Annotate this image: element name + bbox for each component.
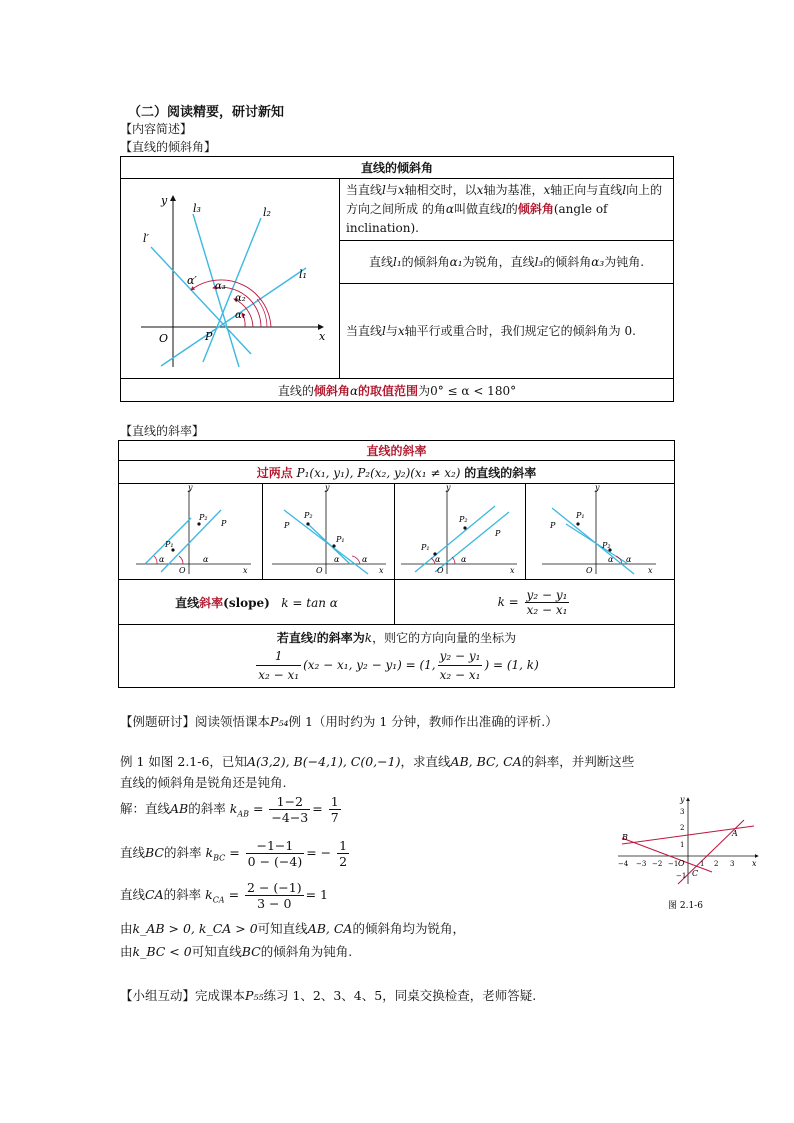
mini-p2: P₂ (198, 513, 208, 522)
frac-num: y₂ − y₁ (526, 587, 568, 602)
example-line-1 (120, 752, 634, 770)
inclination-definition (340, 179, 674, 241)
conclusion-2 (120, 942, 352, 960)
fig2-tick-x: 3 (730, 860, 735, 868)
var-k: k (364, 630, 373, 645)
var-x: x (397, 323, 405, 338)
sub-ca: CA (212, 895, 225, 905)
frac-num: 1 (330, 794, 339, 809)
var-x: x (476, 183, 484, 197)
section-title: （二）阅读精要，研讨新知 (128, 105, 285, 120)
slope-case-2 (263, 484, 395, 580)
mini-o: O (586, 566, 593, 575)
frac-den: 0 − (−4) (247, 854, 303, 869)
frac-den: 2 (339, 854, 348, 869)
mini-o: O (437, 566, 444, 575)
text-seg: 直线 (120, 887, 146, 902)
direction-formula (123, 647, 670, 684)
var-alpha: α (445, 202, 454, 216)
slope-formula (395, 580, 675, 625)
mini-alpha: α (435, 555, 441, 564)
text-seg: 若直线 (276, 630, 313, 645)
text-seg: 直线 (368, 254, 393, 269)
fig1-a3-label: α₃ (215, 281, 226, 292)
frac-num: 1 (274, 648, 283, 663)
example-study-line (120, 712, 558, 730)
text-seg: 由 (120, 921, 133, 936)
text-seg: (angle of inclination). (346, 202, 608, 235)
fig1-a2-label: α₂ (235, 293, 246, 304)
fig1-a1-label: α₁ (235, 310, 246, 321)
fig1-y-label: y (161, 194, 168, 207)
fig1-l-prime-label: l′ (143, 232, 150, 245)
var-a1: α₁ (449, 254, 463, 269)
frac-bc-result (337, 838, 349, 869)
text-seg: 轴为基准， (483, 183, 544, 197)
text-seg: 的斜率 (163, 887, 202, 902)
mini-p2: P₂ (303, 511, 313, 520)
concl1-lines: AB, CA (307, 921, 353, 936)
fig2-tick-x: −4 (618, 860, 629, 868)
frac-den: 3 − 0 (245, 895, 304, 911)
text-seg: = − (306, 845, 332, 860)
figure-2-1-6 (612, 792, 762, 914)
text-seg: = 1 (305, 887, 328, 902)
frac-num: y₂ − y₁ (439, 648, 481, 663)
var-a3: α₃ (591, 254, 605, 269)
fig2-tick-y: −1 (676, 872, 687, 880)
mini-p1: P₁ (335, 535, 345, 544)
dir-fraction (256, 647, 301, 684)
var-alpha: α (349, 383, 359, 398)
example-study-label: 【例题研讨】 (120, 714, 196, 729)
text-seg: 的倾斜角为钝角. (260, 944, 353, 959)
var-l1: l₁ (392, 254, 402, 269)
mini-y: y (595, 484, 600, 492)
text-seg: 的 (505, 202, 518, 216)
frac-num: −1−1 (256, 838, 294, 853)
direction-text (123, 629, 670, 647)
var-l: l (382, 323, 386, 338)
text-seg: ，则它的方向向量的坐标为 (372, 630, 517, 645)
var-x: x (543, 183, 551, 197)
fig2-y: y (680, 795, 685, 804)
mini-x: x (242, 566, 248, 575)
example-lines: AB, BC, CA (450, 754, 522, 769)
var-k: k (205, 887, 213, 902)
slope-table-header: 直线的斜率 (119, 441, 675, 461)
mini-x: x (510, 566, 515, 575)
frac-num: 1−2 (276, 794, 304, 809)
text-seg: 为钝角. (604, 254, 645, 269)
fig1-l1-label: l₁ (299, 268, 307, 281)
slope-figure-3 (395, 484, 525, 576)
slope-table (118, 440, 675, 688)
fig1-origin-label: O (159, 332, 169, 345)
text-seg: 的直线的斜率 (464, 465, 537, 480)
text-seg: 可知直线 (257, 921, 308, 936)
solution-bc: 直线BC的斜率 $k_{BC}$ = $\frac{-1-1}{0 - (-4)}$ = − $\frac{1}{2}$ (120, 838, 348, 869)
mini-p: P (550, 521, 556, 530)
term-inclination: 倾斜角 (517, 202, 554, 216)
var-x: x (397, 183, 405, 197)
slope-case-1 (119, 484, 263, 580)
text-seg: 轴正向与直线 (550, 183, 623, 197)
text-seg: 完成课本 (195, 988, 246, 1003)
term-range: 的取值范围 (358, 383, 419, 398)
text-seg: 解：直线 (120, 801, 171, 816)
slope-tan-formula: k = tan α (281, 595, 338, 610)
mini-p1: P₁ (164, 540, 174, 549)
example-points: A(3,2), B(−4,1), C(0,−1) (246, 754, 401, 769)
dir-fraction-2 (438, 647, 483, 684)
text-seg: 例 1 如图 2.1-6，已知 (120, 754, 247, 769)
text-seg: 的倾斜角 (543, 254, 592, 269)
text-seg: 的倾斜角均为锐角， (352, 921, 465, 936)
dir-tail: ) = (1, k) (484, 657, 539, 672)
frac-den: 7 (330, 810, 339, 825)
frac-ab-result (329, 794, 341, 825)
mini-x: x (378, 566, 384, 575)
mini-p: P (220, 519, 226, 528)
sub-bc: BC (213, 853, 226, 863)
mini-p1: P₁ (576, 511, 585, 520)
text-seg: 可知直线 (191, 944, 242, 959)
text-seg: ，求直线 (400, 754, 451, 769)
mini-p1: P₁ (421, 543, 430, 552)
page-ref: P₅₅ (245, 988, 264, 1003)
mini-alpha: α (361, 555, 367, 564)
text-seg: 当直线 (346, 183, 383, 197)
text-seg: 直线 (175, 595, 200, 610)
term-inclination: 倾斜角 (313, 383, 350, 398)
fig2-tick-x: 1 (700, 860, 705, 868)
line-l1 (161, 268, 306, 366)
var-l3: l₃ (534, 254, 544, 269)
frac-den: x₂ − x₁ (525, 602, 570, 617)
text-seg: 直线 (120, 845, 146, 860)
text-seg: 的斜率为 (316, 630, 365, 645)
fig2-tick-x: −3 (636, 860, 647, 868)
solution-ca: 直线CA的斜率 $k_{CA}$ = $\frac{2 - (-1)}{3 - 0}$ = 1 (120, 880, 328, 911)
frac-num: 1 (339, 838, 348, 853)
frac-num: 2 − (−1) (247, 880, 302, 895)
mini-o: O (315, 566, 323, 575)
frac-bc (246, 838, 305, 869)
text-seg: 轴相交时，以 (404, 183, 477, 197)
term-slope: 斜率 (199, 595, 224, 610)
conclusion-1 (120, 919, 465, 937)
inclination-label: 【直线的倾斜角】 (120, 140, 217, 154)
concl1-math: k_AB > 0, k_CA > 0 (132, 921, 258, 936)
fig2-o: O (678, 859, 685, 868)
var-k: k (229, 801, 238, 816)
text-seg: 与 (385, 183, 398, 197)
group-label: 【小组互动】 (120, 988, 196, 1003)
text-seg: 当直线 (346, 323, 383, 338)
mini-y: y (446, 484, 451, 492)
fig1-x-label: x (319, 330, 326, 343)
mini-x: x (648, 566, 653, 575)
text-seg: 的倾斜角 (401, 254, 450, 269)
var-l: l (382, 183, 386, 197)
mini-p2: P₂ (602, 541, 611, 550)
fig1-a-prime-label: α′ (187, 274, 197, 287)
slope-case-4 (526, 484, 675, 580)
text-seg: 的斜率 (164, 845, 202, 860)
sub-ab: AB (237, 809, 249, 819)
frac-den: x₂ − x₁ (438, 665, 483, 684)
fig2-tick-x: 2 (714, 860, 719, 868)
var-l: l (312, 630, 317, 645)
slope-figure-4 (536, 484, 664, 576)
fig2-tick-y: 2 (680, 824, 685, 832)
inclination-table-header: 直线的倾斜角 (121, 157, 674, 179)
fig1-p-label: P (205, 330, 213, 343)
slope-figure-1 (121, 484, 261, 576)
fig1-l3-label: l₃ (193, 202, 201, 215)
inclination-figure-cell (121, 179, 340, 379)
frac-ab (269, 794, 310, 825)
direction-vector (119, 625, 675, 688)
mini-alpha: α (202, 555, 208, 564)
frac-den: −4−3 (271, 810, 309, 825)
text-seg: 由 (120, 944, 133, 959)
var-k: k (205, 845, 214, 860)
page-ref: P₅₄ (270, 714, 289, 729)
text-seg: 阅读领悟课本 (195, 714, 271, 729)
range-formula: 0° ≤ α < 180° (430, 383, 517, 398)
frac-ca (245, 880, 304, 911)
mini-p2: P₂ (459, 515, 468, 524)
fig2-a: A (732, 829, 738, 838)
text-seg: 轴平行或重合时，我们规定它的倾斜角为 0. (404, 323, 636, 338)
var-bc: BC (145, 845, 164, 860)
concl2-math: k_BC < 0 (132, 944, 192, 959)
text-seg: 向上的方向之间所成 的角 (346, 183, 663, 216)
example-line-2: 直线的倾斜角是锐角还是钝角. (120, 775, 287, 790)
text-seg: 的斜率 (188, 801, 226, 816)
slope-definition (119, 580, 395, 625)
content-summary-label: 【内容简述】 (120, 122, 193, 136)
inclination-table (120, 156, 674, 402)
text-seg: 叫做直线 (453, 202, 502, 216)
mini-alpha: α (333, 555, 339, 564)
mini-alpha: α (461, 555, 467, 564)
text-seg: 练习 1、2、3、4、5，同桌交换检查，老师答疑. (263, 988, 537, 1003)
text-seg: 与 (385, 323, 398, 338)
slope-label: 【直线的斜率】 (120, 424, 205, 438)
mini-y: y (324, 484, 330, 492)
dir-vector: (x₂ − x₁, y₂ − y₁) = (1, (303, 657, 436, 672)
text-seg: 例 1（用时约为 1 分钟，教师作出准确的评析.） (288, 714, 558, 729)
text-seg: 为 (418, 383, 431, 398)
text-seg: (slope) (223, 595, 270, 610)
slope-table-subheader (119, 461, 675, 484)
mini-p: P (495, 529, 501, 538)
text-seg: 的斜率，并判断这些 (521, 754, 635, 769)
fig2-tick-y: 3 (680, 808, 685, 816)
var-ca: CA (145, 887, 164, 902)
inclination-acute-obtuse (340, 241, 674, 284)
mini-alpha: α (626, 555, 632, 564)
fig2-tick-x: −1 (668, 860, 679, 868)
mini-o: O (178, 566, 186, 575)
fig2-caption: 图 2.1-6 (668, 901, 703, 911)
inclination-figure (121, 182, 339, 372)
fig2-c: C (692, 869, 699, 878)
fig1-l2-label: l₂ (263, 206, 271, 219)
solution-ab: 解：直线AB的斜率 $k_{AB}$ = $\frac{1-2}{-4-3}$ = $\frac{1}{7}$ (120, 794, 339, 825)
concl2-lines: BC (241, 944, 261, 959)
var-l: l (501, 202, 506, 216)
slope-figure-2 (264, 484, 394, 576)
inclination-zero-case (340, 284, 674, 379)
formula-k: k = (497, 594, 519, 609)
slope-fraction (525, 588, 570, 617)
two-points-math: P₁(x₁, y₁), P₂(x₂, y₂)(x₁ ≠ x₂) (296, 465, 461, 480)
var-l: l (622, 183, 627, 197)
frac-den: x₂ − x₁ (256, 665, 301, 684)
text-seg: 直线的 (277, 383, 314, 398)
fig2-tick-y: 1 (680, 841, 685, 849)
term-two-points: 过两点 (256, 465, 293, 480)
text-seg: 为锐角，直线 (462, 254, 535, 269)
fig2-tick-x: −2 (652, 860, 663, 868)
group-line (120, 986, 536, 1004)
fig2-x: x (752, 859, 757, 868)
var-ab: AB (170, 801, 189, 816)
mini-p: P (283, 521, 289, 530)
mini-alpha: α (158, 555, 164, 564)
inclination-range (121, 379, 674, 402)
slope-case-3 (395, 484, 526, 580)
mini-y: y (187, 484, 193, 492)
mini-alpha: α (608, 555, 614, 564)
fig2-b: B (622, 833, 628, 842)
